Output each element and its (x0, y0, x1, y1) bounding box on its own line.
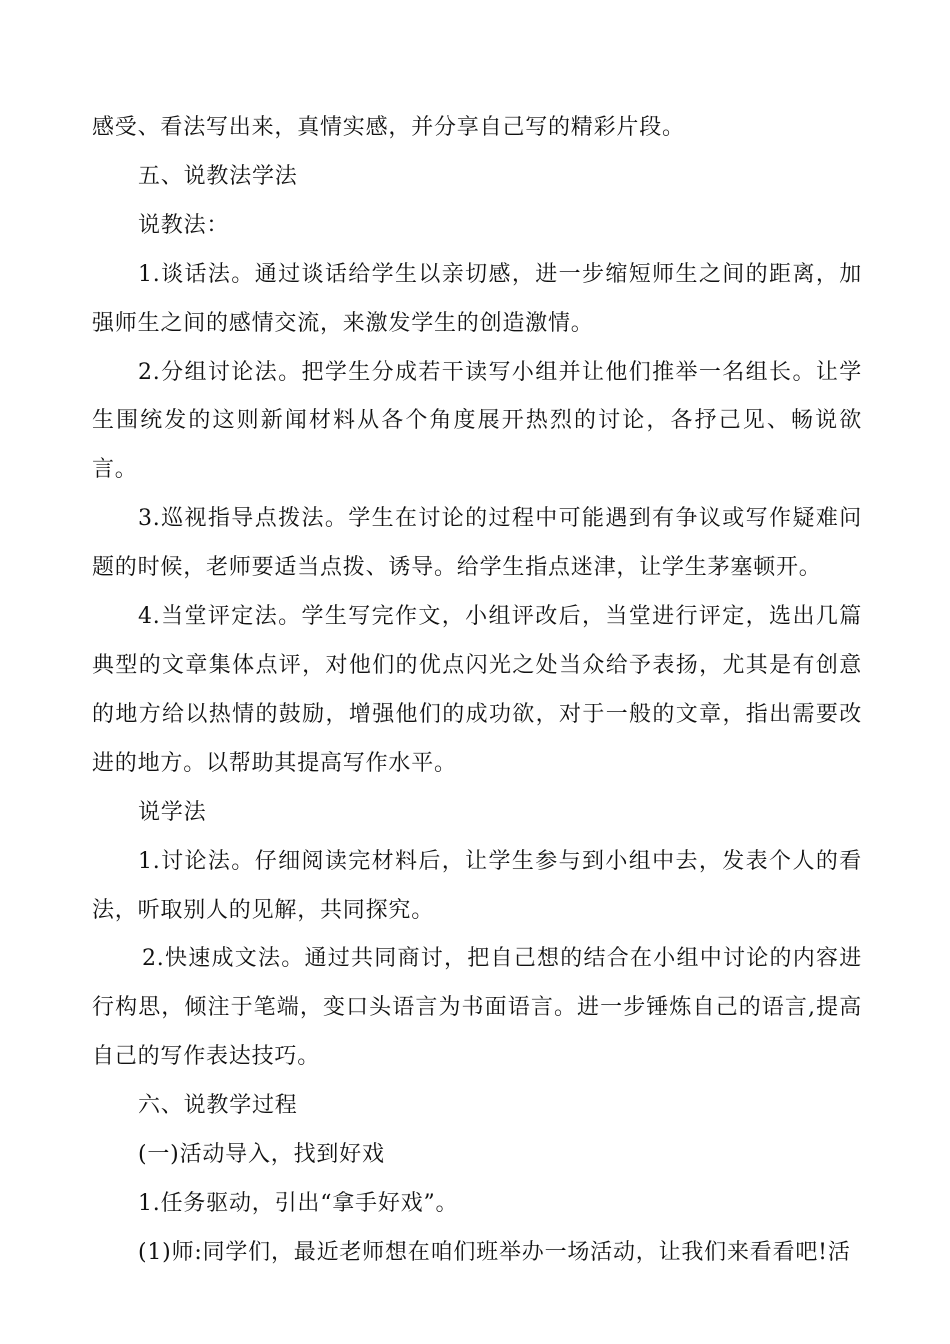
paragraph-learning-2: 2.快速成文法。通过共同商讨，把自己想的结合在小组中讨论的内容进行构思，倾注于笔端，变口头语言为书面语言。进一步锤炼自己的语言,提高自己的写作表达技巧。 (92, 946, 862, 1070)
paragraph-task-driven: 1.任务驱动，引出“拿手好戏”。 (138, 1190, 459, 1216)
document-body (92, 104, 862, 1278)
section-heading-teaching-process: 六、说教学过程 (138, 1093, 298, 1119)
subheading-activity-intro: (一)活动导入，找到好戏 (138, 1142, 385, 1168)
paragraph-method-1: 1.谈话法。通过谈话给学生以亲切感，进一步缩短师生之间的距离，加强师生之间的感情交流，来激发学生的创造激情。 (92, 261, 862, 336)
subheading-teaching-methods: 说教法： (138, 212, 230, 238)
section-heading-teaching-methods: 五、说教法学法 (138, 163, 298, 189)
paragraph-method-3: 3.巡视指导点拨法。学生在讨论的过程中可能遇到有争议或写作疑难问题的时候，老师要适当点拨、诱导。给学生指点迷津，让学生茅塞顿开。 (92, 506, 862, 581)
paragraph-learning-1: 1.讨论法。仔细阅读完材料后，让学生参与到小组中去，发表个人的看法，听取别人的见解，共同探究。 (92, 848, 862, 923)
subheading-learning-methods: 说学法 (138, 799, 207, 825)
paragraph-method-2: 2.分组讨论法。把学生分成若干读写小组并让他们推举一名组长。让学生围统发的这则新闻材料从各个角度展开热烈的讨论，各抒己见、畅说欲言。 (92, 359, 862, 483)
paragraph-continuation: 感受、看法写出来，真情实感，并分享自己写的精彩片段。 (92, 115, 685, 140)
paragraph-method-4: 4.当堂评定法。学生写完作文，小组评改后，当堂进行评定，选出几篇典型的文章集体点评，对他们的优点闪光之处当众给予表扬，尤其是有创意的地方给以热情的鼓励，增强他们的成功欲，对于一般的文章，指出需要改进的地方。以帮助其提高写作水平。 (92, 604, 862, 776)
paragraph-teacher-speech: (1)师:同学们，最近老师想在咱们班举办一场活动，让我们来看看吧!活 (138, 1239, 851, 1265)
